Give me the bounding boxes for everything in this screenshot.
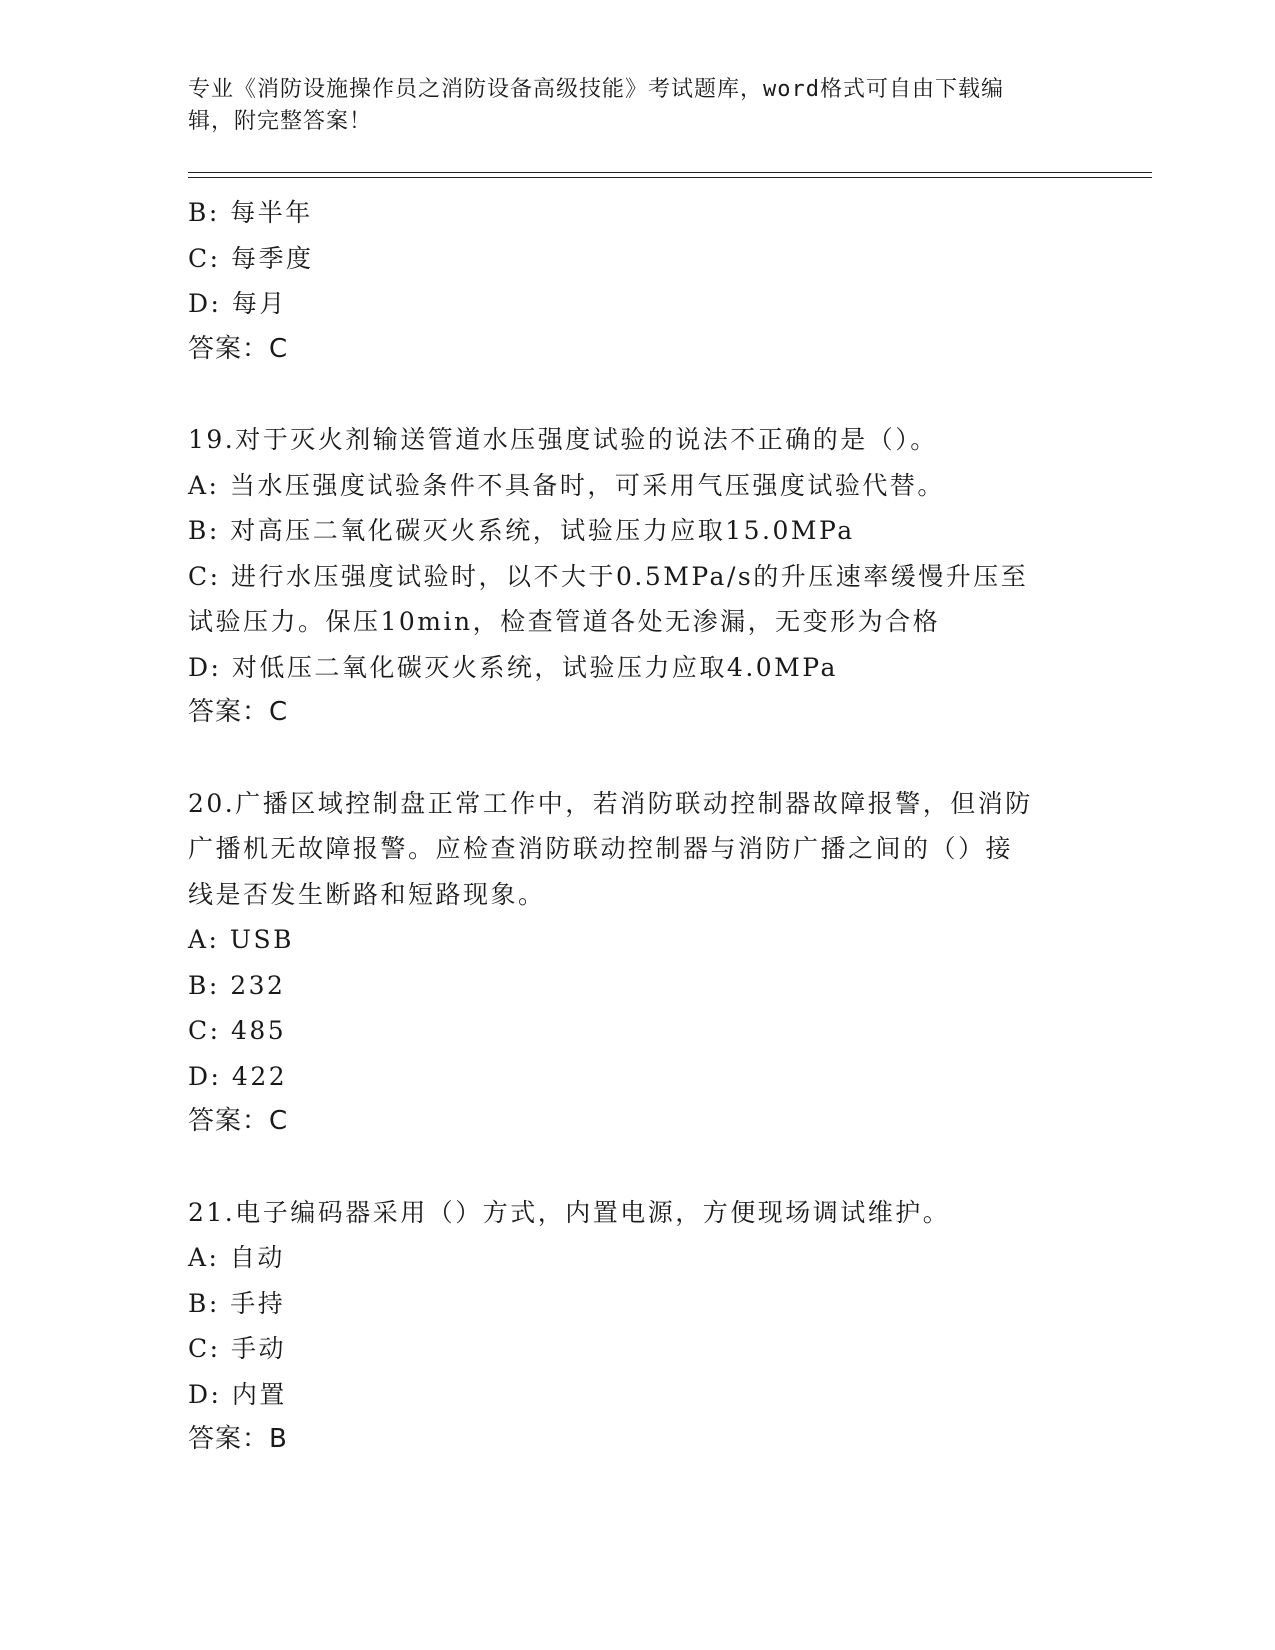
header-line-1: 专业《消防设施操作员之消防设备高级技能》考试题库，word格式可自由下载编 <box>188 77 1004 102</box>
question-stem: 20.广播区域控制盘正常工作中，若消防联动控制器故障报警，但消防 <box>188 788 1033 818</box>
answer: 答案：B <box>188 1424 288 1454</box>
option-c: C: 进行水压强度试验时，以不大于0.5MPa/s的升压速率缓慢升压至 <box>188 561 1029 591</box>
answer: 答案：C <box>188 697 289 727</box>
option-d: D: 对低压二氧化碳灭火系统，试验压力应取4.0MPa <box>188 652 838 682</box>
option-a: A: USB <box>188 925 294 954</box>
option-a: A: 当水压强度试验条件不具备时，可采用气压强度试验代替。 <box>188 470 945 500</box>
option-c: C: 每季度 <box>188 243 314 273</box>
header-divider-top <box>188 172 1152 173</box>
option-c-continued: 试验压力。保压10min，检查管道各处无渗漏，无变形为合格 <box>188 607 941 636</box>
question-19 <box>188 417 1088 736</box>
option-c: C: 485 <box>188 1016 287 1045</box>
question-stem: 19.对于灭火剂输送管道水压强度试验的说法不正确的是（）。 <box>188 425 938 454</box>
option-b: B: 每半年 <box>188 198 313 227</box>
question-18 <box>188 190 1088 372</box>
option-b: B: 232 <box>188 970 286 1000</box>
option-a: A: 自动 <box>188 1243 285 1272</box>
option-d: D: 内置 <box>188 1379 287 1409</box>
question-21 <box>188 1190 1088 1463</box>
question-20 <box>188 781 1088 1145</box>
question-stem-continued: 线是否发生断路和短路现象。 <box>188 879 546 909</box>
question-list <box>188 190 1088 1463</box>
option-d: D: 每月 <box>188 289 287 318</box>
question-stem: 21.电子编码器采用（）方式，内置电源，方便现场调试维护。 <box>188 1197 951 1227</box>
question-stem-continued: 广播机无故障报警。应检查消防联动控制器与消防广播之间的（）接 <box>188 834 1014 863</box>
answer: 答案：C <box>188 1106 289 1136</box>
header-line-2: 辑，附完整答案！ <box>188 109 373 134</box>
option-c: C: 手动 <box>188 1334 286 1363</box>
option-b: B: 对高压二氧化碳灭火系统，试验压力应取15.0MPa <box>188 516 855 545</box>
answer: 答案：C <box>188 333 289 364</box>
option-d: D: 422 <box>188 1061 288 1091</box>
document-header <box>188 74 1068 138</box>
header-divider-bottom <box>188 177 1152 178</box>
option-b: B: 手持 <box>188 1288 286 1318</box>
